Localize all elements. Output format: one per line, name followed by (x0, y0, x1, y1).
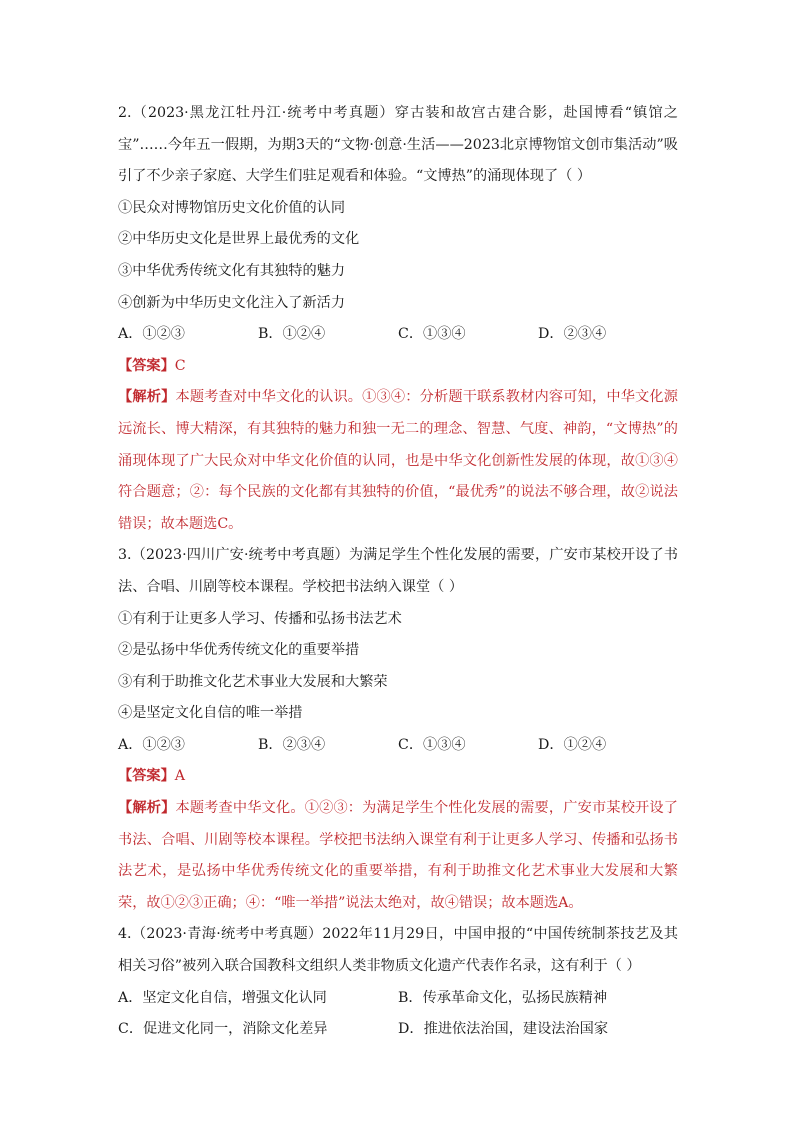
q3-options (118, 730, 678, 762)
q4-option-a: A．坚定文化自信，增强文化认同 (118, 989, 327, 1006)
q2-option-b: B．①②④ (258, 326, 326, 343)
q2-answer-value: C (174, 357, 186, 374)
q2-options (118, 319, 678, 351)
q4-option-b: B．传承革命文化，弘扬民族精神 (398, 989, 608, 1006)
q3-answer-label: 【答案】 (118, 768, 175, 785)
q2-option-d: D．②③④ (538, 326, 607, 343)
q3-analysis (118, 793, 678, 919)
q2-item-4: ④创新为中华历史文化注入了新活力 (118, 294, 346, 311)
q2-analysis-text: 本题考查对中华文化的认识。①③④：分析题干联系教材内容可知，中华文化源远流长、博大精深，有其独特的魅力和独一无二的理念、智慧、气度、神韵，“文博热”的涌现体现了广大民众对中华文化价值的认同，也是中华文化创新性发展的体现，故①③④符合题意；②：每个民族的文化都有其独特的价值，“最优秀”的说法不够合理，故②说法错误；故本题选C。 (118, 389, 678, 532)
q4-option-d: D．推进依法治国，建设法治国家 (398, 1021, 609, 1038)
q2-stem: 2.（2023·黑龙江牡丹江·统考中考真题）穿古装和故宫古建合影，赴国博看“镇馆之宝”……今年五一假期，为期3天的“文物·创意·生活——2023北京博物馆文创市集活动”吸引了不少亲子家庭、大学生们驻足观看和体验。“文博热”的涌现体现了（ ） (118, 105, 678, 185)
q2-item-3: ③中华优秀传统文化有其独特的魅力 (118, 262, 346, 279)
q4-options-row-2 (118, 1014, 678, 1046)
content (118, 98, 678, 1046)
q3-item-4: ④是坚定文化自信的唯一举措 (118, 705, 303, 722)
q2-analysis-label: 【解析】 (118, 389, 176, 406)
q3-option-c: C．①③④ (398, 736, 466, 753)
q3-stem: 3.（2023·四川广安·统考中考真题）为满足学生个性化发展的需要，广安市某校开设了书法、合唱、川剧等校本课程。学校把书法纳入课堂（ ） (118, 547, 678, 595)
q3-option-d: D．①②④ (538, 736, 607, 753)
q2-option-c: C．①③④ (398, 326, 466, 343)
q2-answer (118, 351, 678, 383)
q3-item-2: ②是弘扬中华优秀传统文化的重要举措 (118, 642, 360, 659)
q3-analysis-text: 本题考查中华文化。①②③：为满足学生个性化发展的需要，广安市某校开设了书法、合唱、川剧等校本课程。学校把书法纳入课堂有利于让更多人学习、传播和弘扬书法艺术，是弘扬中华优秀传统文化的重要举措，有利于助推文化艺术事业大发展和大繁荣，故①②③正确；④：“唯一举措”说法太绝对，故④错误；故本题选A。 (118, 800, 678, 911)
q2-item-2: ②中华历史文化是世界上最优秀的文化 (118, 231, 360, 248)
q2-option-a: A．①②③ (118, 326, 185, 343)
q2-item-1: ①民众对博物馆历史文化价值的认同 (118, 199, 346, 216)
q3-option-b: B．②③④ (258, 736, 326, 753)
q2-analysis (118, 382, 678, 540)
q3-item-3: ③有利于助推文化艺术事业大发展和大繁荣 (118, 673, 388, 690)
q3-analysis-label: 【解析】 (118, 800, 176, 817)
q2-answer-label: 【答案】 (118, 357, 175, 374)
q3-item-1: ①有利于让更多人学习、传播和弘扬书法艺术 (118, 610, 402, 627)
q4-options-row-1 (118, 983, 678, 1015)
q4-stem: 4.（2023·青海·统考中考真题）2022年11月29日，中国申报的“中国传统制茶技艺及其相关习俗”被列入联合国教科文组织人类非物质文化遗产代表作名录，这有利于（ ） (118, 926, 678, 975)
q3-answer (118, 761, 678, 793)
q3-option-a: A．①②③ (118, 736, 185, 753)
q3-answer-value: A (174, 768, 186, 785)
q4-option-c: C．促进文化同一，消除文化差异 (118, 1021, 328, 1038)
